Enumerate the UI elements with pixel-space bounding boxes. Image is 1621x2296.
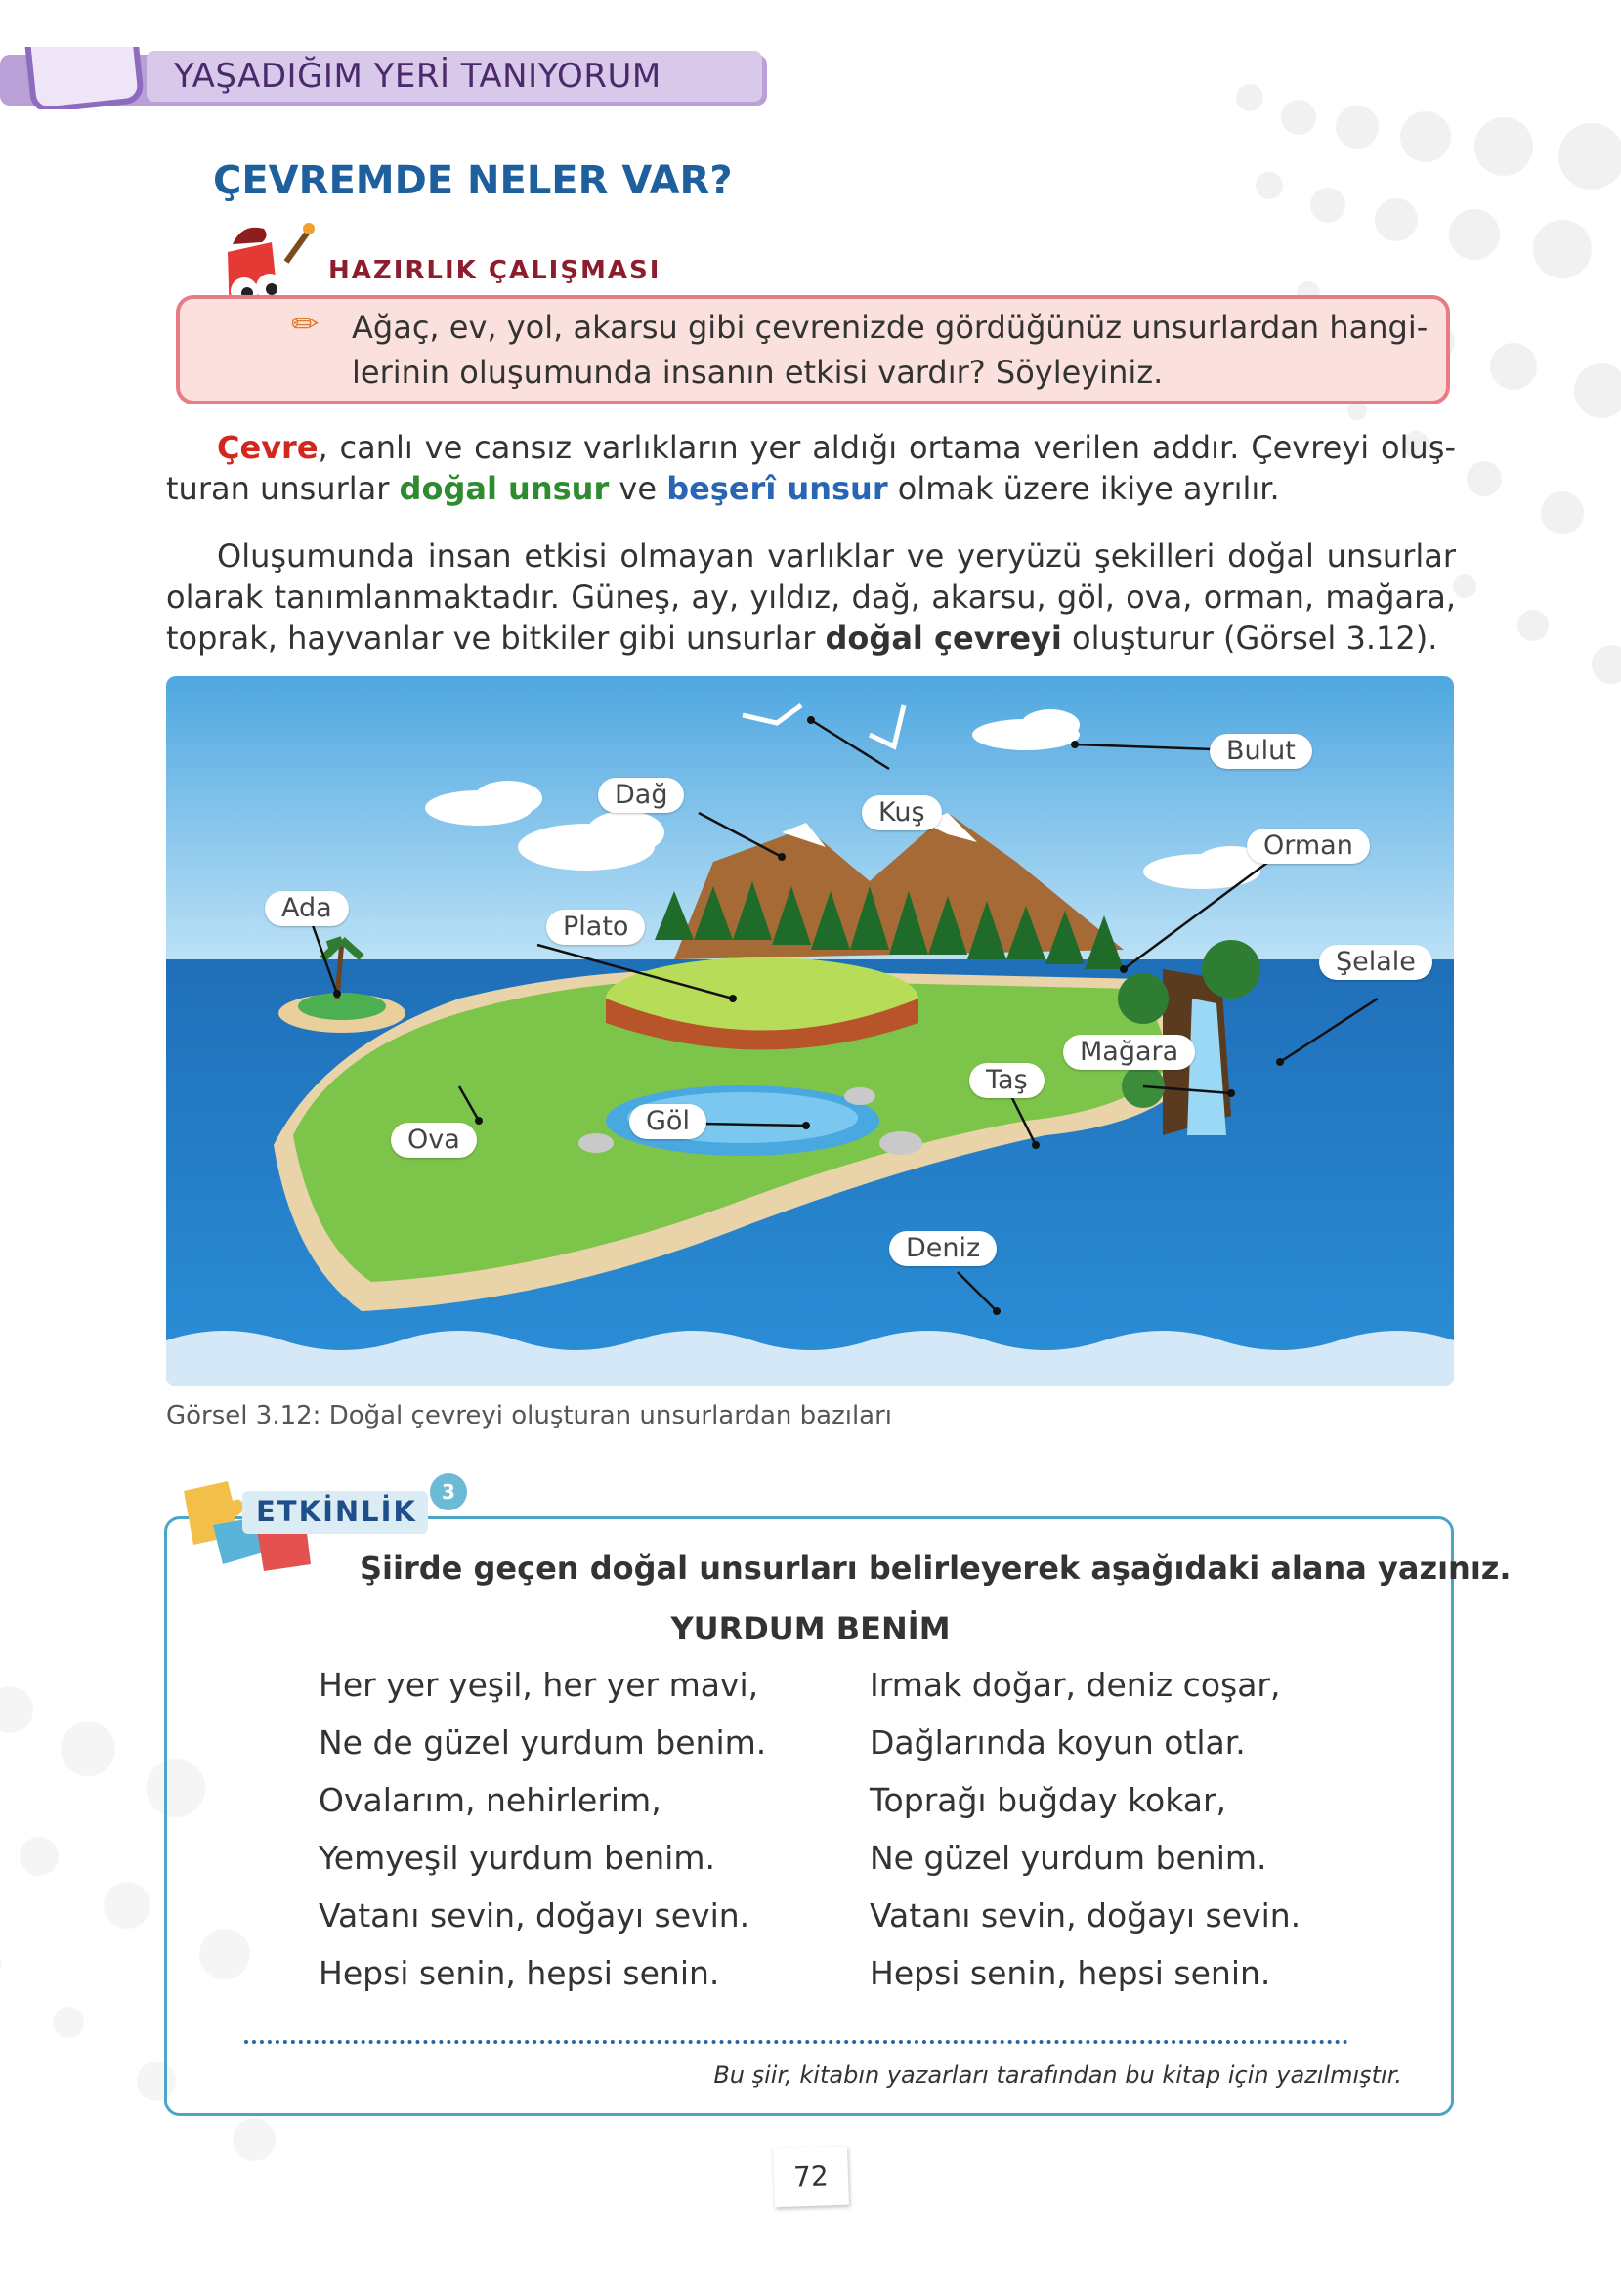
poem-line: Dağlarında koyun otlar.	[870, 1723, 1246, 1762]
label-plato: Plato	[546, 910, 645, 945]
poem-line: Hepsi senin, hepsi senin.	[870, 1954, 1271, 1992]
poem-left-column	[319, 1663, 766, 2009]
label-orman: Orman	[1247, 829, 1370, 864]
activity-label: ETKİNLİK	[256, 1495, 417, 1528]
figure-caption: Görsel 3.12: Doğal çevreyi oluşturan unsurlardan bazıları	[166, 1401, 893, 1430]
poem-author-note: Bu şiir, kitabın yazarları tarafından bu kitap için yazılmıştır.	[713, 2062, 1402, 2089]
preparation-line-1: Ağaç, ev, yol, akarsu gibi çevrenizde gördüğünüz unsurlardan hangi-	[352, 309, 1429, 346]
term-cevre: Çevre	[217, 429, 319, 466]
page-number: 72	[773, 2147, 849, 2208]
poem-line: Her yer yeşil, her yer mavi,	[319, 1666, 759, 1704]
activity-instruction: Şiirde geçen doğal unsurları belirleyerek aşağıdaki alana yazınız.	[360, 1550, 1512, 1587]
label-bulut: Bulut	[1210, 734, 1312, 769]
label-dag: Dağ	[598, 778, 684, 813]
preparation-text	[352, 305, 1436, 395]
activity-number: 3	[430, 1473, 467, 1510]
poem-line: Hepsi senin, hepsi senin.	[319, 1954, 720, 1992]
label-tas: Taş	[969, 1063, 1045, 1098]
poem-line: Vatanı sevin, doğayı sevin.	[870, 1896, 1301, 1935]
paragraph-environment: Çevre, canlı ve cansız varlıkların yer aldığı ortama verilen addır. Çevreyi oluş- turan unsurlar doğal unsur ve beşerî unsur olmak üzere ikiye ayrılır.	[166, 429, 1456, 507]
label-magara: Mağara	[1063, 1035, 1195, 1070]
poem-line: Ne güzel yurdum benim.	[870, 1839, 1267, 1877]
pencil-icon: ✏	[291, 305, 320, 344]
poem-line: Yemyeşil yurdum benim.	[319, 1839, 715, 1877]
term-natural-environment: doğal çevreyi	[825, 619, 1062, 657]
term-natural: doğal unsur	[399, 470, 610, 507]
answer-writing-line[interactable]	[244, 2040, 1348, 2044]
poem-right-column	[870, 1663, 1301, 2009]
header-title: YAŞADIĞIM YERİ TANIYORUM	[174, 57, 661, 96]
label-gol: Göl	[629, 1104, 706, 1139]
poem-line: Ne de güzel yurdum benim.	[319, 1723, 767, 1762]
landscape-scene	[166, 676, 1454, 1386]
poem-title: YURDUM BENİM	[670, 1610, 951, 1647]
label-selale: Şelale	[1319, 945, 1432, 980]
label-kus: Kuş	[862, 795, 942, 830]
term-human: beşerî unsur	[666, 470, 888, 507]
preparation-line-2: lerinin oluşumunda insanın etkisi vardır? Söyleyiniz.	[352, 354, 1164, 391]
poem-line: Vatanı sevin, doğayı sevin.	[319, 1896, 750, 1935]
label-deniz: Deniz	[889, 1231, 997, 1266]
poem-line: Irmak doğar, deniz coşar,	[870, 1666, 1281, 1704]
label-ova: Ova	[391, 1123, 477, 1158]
page-title: ÇEVREMDE NELER VAR?	[213, 158, 733, 203]
poem-line: Toprağı buğday kokar,	[870, 1781, 1227, 1819]
poem-line: Ovalarım, nehirlerim,	[319, 1781, 661, 1819]
label-ada: Ada	[265, 891, 349, 926]
paragraph-natural-elements: Oluşumunda insan etkisi olmayan varlıklar ve yeryüzü şekilleri doğal unsurlar olarak tanımlanmaktadır. Güneş, ay, yıldız, dağ, akarsu, göl, ova, orman, mağara, toprak, hayvanlar ve bitkiler gibi unsurlar doğal çevreyi oluşturur (Görsel 3.12).	[166, 537, 1456, 657]
natural-environment-illustration	[166, 676, 1454, 1386]
preparation-label: HAZIRLIK ÇALIŞMASI	[328, 256, 661, 285]
